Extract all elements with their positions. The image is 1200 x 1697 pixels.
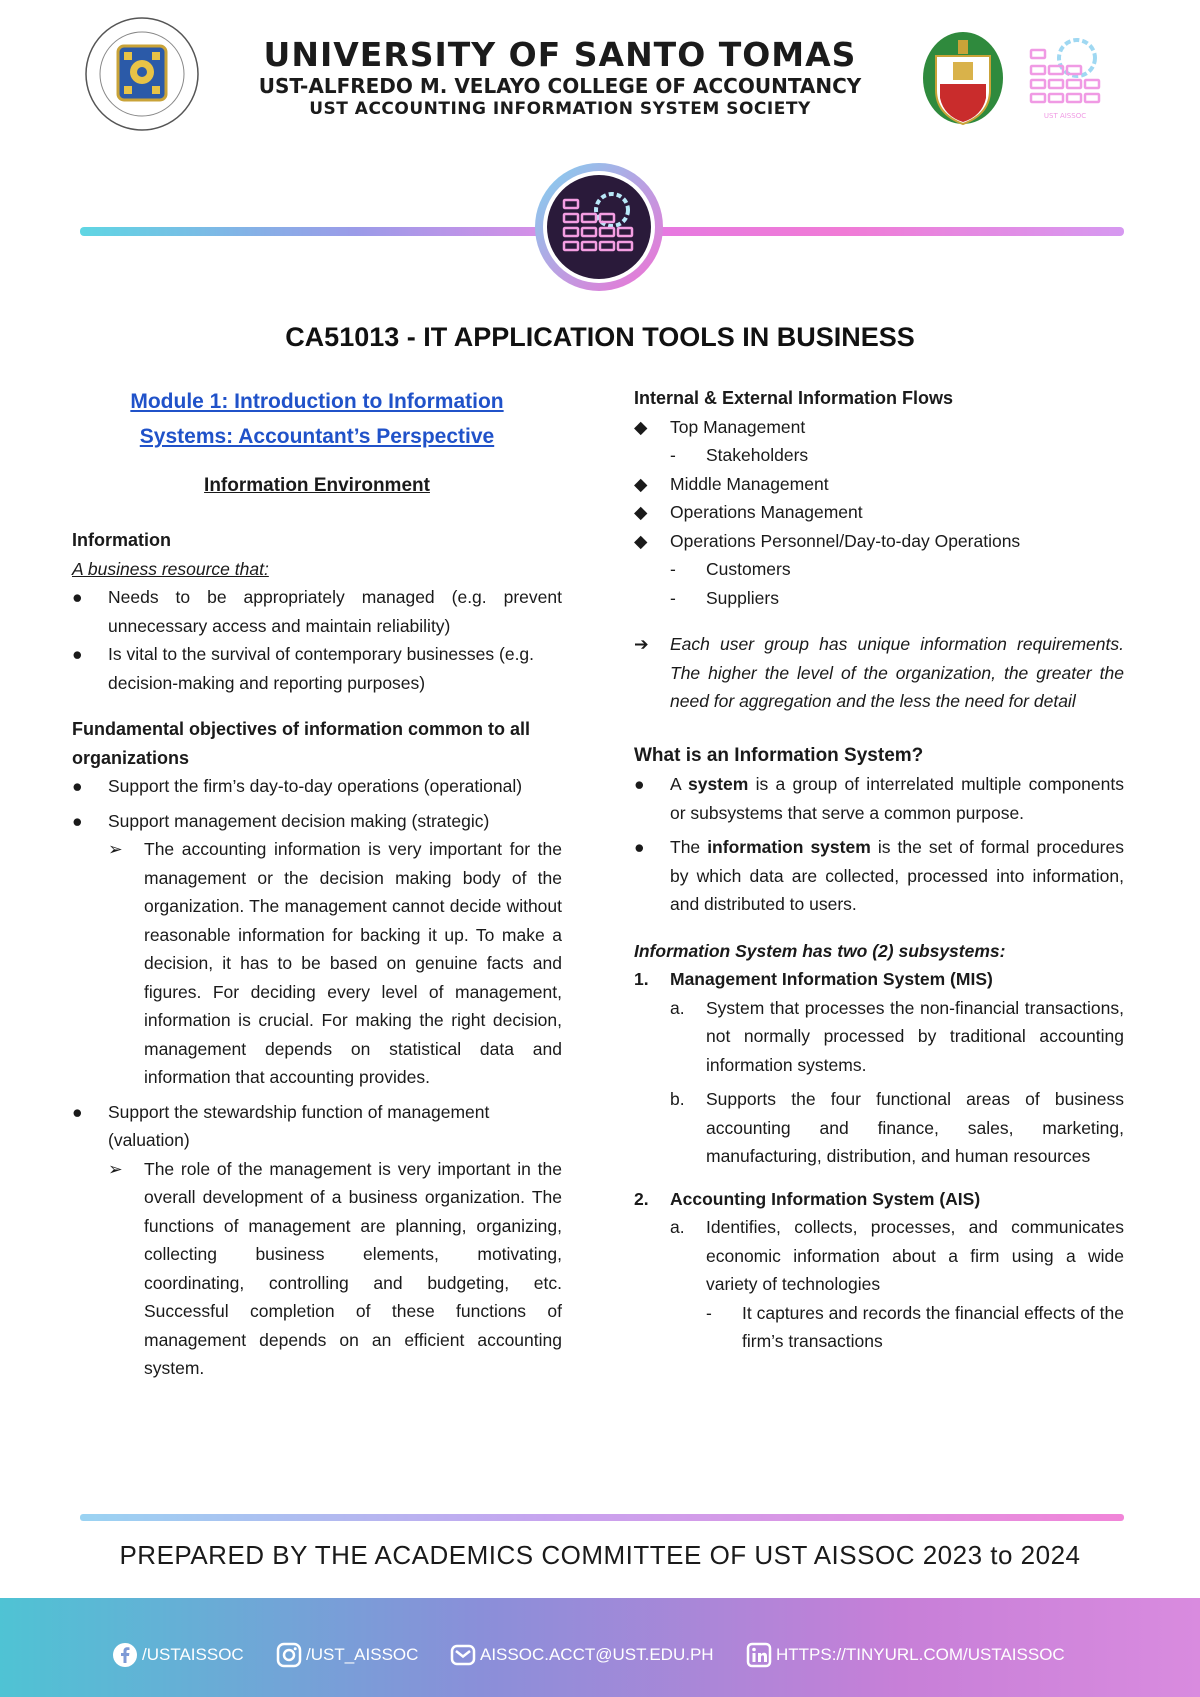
arrowhead-bullet-icon: ➢ <box>108 839 123 859</box>
information-system-definition <box>670 833 1124 919</box>
list-item <box>634 441 1124 470</box>
list-item <box>634 833 1124 919</box>
dash-bullet-icon: - <box>670 559 676 579</box>
information-heading: Information <box>72 530 171 550</box>
list-item <box>634 413 1124 442</box>
user-group-note: Each user group has unique information requirements. The higher the level of the organization, the greater the need for aggregation and the less the need for detail <box>670 634 1124 711</box>
bullet-dot-icon: ● <box>72 810 83 831</box>
list-item <box>634 1085 1124 1171</box>
diamond-bullet-icon: ◆ <box>634 473 648 494</box>
bullet-dot-icon: ● <box>634 837 645 857</box>
facebook-link[interactable] <box>112 1640 244 1670</box>
list-item <box>72 807 562 836</box>
list-item <box>634 1299 1124 1356</box>
flow-top-management: Top Management <box>670 416 806 437</box>
diamond-bullet-icon: ◆ <box>634 502 648 522</box>
contact-links <box>0 1640 1200 1670</box>
is-def-pre: The <box>670 837 701 857</box>
diamond-bullet-icon: ◆ <box>634 416 648 437</box>
mis-item-a: System that processes the non-financial transactions, not normally processed by traditional accounting information systems. <box>706 997 1124 1075</box>
college-name: UST-ALFREDO M. VELAYO COLLEGE OF ACCOUNTANCY <box>258 74 862 98</box>
list-item <box>72 1098 562 1155</box>
system-definition <box>670 770 1124 827</box>
email-address: AISSOC.ACCT@UST.EDU.PH <box>480 1645 714 1664</box>
list-item <box>72 1155 562 1383</box>
mis-title: Management Information System (MIS) <box>670 969 993 989</box>
list-item <box>72 835 562 1092</box>
system-def-post: is a group of interrelated multiple components or subsystems that serve a common purpose. <box>670 774 1124 823</box>
dash-bullet-icon: - <box>670 587 676 608</box>
fund-bullet-3: Support the stewardship function of management (valuation) <box>108 1101 490 1150</box>
list-item <box>634 498 1124 527</box>
society-name: UST ACCOUNTING INFORMATION SYSTEM SOCIETY <box>309 99 811 119</box>
flow-suppliers: Suppliers <box>706 587 779 608</box>
subsystems-heading: Information System has two (2) subsystems: <box>634 940 1006 961</box>
header-text-block <box>230 36 890 120</box>
instagram-icon <box>276 1642 302 1668</box>
list-item <box>634 470 1124 499</box>
information-flows-heading: Internal & External Information Flows <box>634 388 954 408</box>
ais-number: 2. <box>634 1188 649 1209</box>
list-item <box>72 772 562 801</box>
bullet-dot-icon: ● <box>72 1101 83 1122</box>
dash-bullet-icon: - <box>670 445 676 465</box>
ais-title: Accounting Information System (AIS) <box>670 1188 981 1209</box>
list-item <box>634 527 1124 556</box>
footer-divider <box>80 1514 1124 1521</box>
linkedin-url: HTTPS://TINYURL.COM/USTAISSOC <box>776 1645 1065 1664</box>
diamond-bullet-icon: ◆ <box>634 530 648 551</box>
college-crest-logo <box>920 28 1006 128</box>
is-def-term: information system <box>707 837 871 857</box>
linkedin-link[interactable] <box>746 1640 1065 1670</box>
list-item <box>634 1185 1124 1214</box>
university-name: UNIVERSITY OF SANTO TOMAS <box>263 35 857 74</box>
course-title: CA51013 - IT APPLICATION TOOLS IN BUSINESS <box>285 322 915 352</box>
fundamental-objectives-heading: Fundamental objectives of information common to all organizations <box>72 719 531 768</box>
arrow-bullet-icon: ➔ <box>634 634 649 654</box>
aissoc-logo <box>1025 32 1105 124</box>
bullet-dot-icon: ● <box>72 644 83 664</box>
flow-stakeholders: Stakeholders <box>706 445 809 465</box>
list-item <box>72 583 562 640</box>
mis-item-b: Supports the four functional areas of business accounting and finance, sales, marketing, manufacturing, distribution, and human resources <box>706 1089 1124 1166</box>
flow-customers: Customers <box>706 559 791 579</box>
business-resource-subheading: A business resource that: <box>72 558 269 579</box>
mail-icon <box>450 1642 476 1668</box>
bullet-dot-icon: ● <box>634 774 645 794</box>
ais-item-a-detail: It captures and records the financial effects of the firm’s transactions <box>742 1302 1124 1351</box>
flow-operations-management: Operations Management <box>670 502 863 522</box>
page-header <box>0 0 1200 140</box>
instagram-link[interactable] <box>276 1640 418 1670</box>
fund-bullet-2: Support management decision making (strategic) <box>108 810 490 831</box>
fund-bullet-2-detail: The accounting information is very important for the management or the decision making body of the organization. The management cannot decide without reasonable information for backing it up. To make a decision, it has to be based on genuine facts and figures. For deciding every level of management, information is crucial. For making the right decision, management depends on statistical data and information that accounting provides. <box>144 839 562 1087</box>
mis-a-mark: a. <box>670 997 685 1018</box>
list-item <box>634 965 1124 994</box>
email-link[interactable] <box>450 1640 714 1670</box>
arrowhead-bullet-icon: ➢ <box>108 1158 123 1179</box>
linkedin-icon <box>746 1642 772 1668</box>
module-title-line2[interactable]: Systems: Accountant’s Perspective <box>139 425 495 448</box>
flow-middle-management: Middle Management <box>670 473 829 494</box>
facebook-handle: /USTAISSOC <box>142 1645 244 1664</box>
mis-b-mark: b. <box>670 1089 685 1109</box>
flow-operations-personnel: Operations Personnel/Day-to-day Operations <box>670 530 1021 551</box>
instagram-handle: /UST_AISSOC <box>306 1645 419 1664</box>
banner-line-right <box>658 227 1124 236</box>
what-is-is-heading: What is an Information System? <box>634 744 924 766</box>
list-item <box>634 770 1124 827</box>
list-item <box>634 555 1124 584</box>
list-item <box>634 994 1124 1080</box>
list-item <box>634 630 1124 716</box>
bullet-dot-icon: ● <box>72 776 83 796</box>
banner-line-left <box>80 227 540 236</box>
fund-bullet-3-detail: The role of the management is very important in the overall development of a business organization. The functions of management are planning, organizing, collecting business elements, motivating, coordinating, controlling and budgeting, etc. Successful completion of these functions of management depends on an efficient accounting system. <box>144 1158 562 1378</box>
right-column <box>634 384 1124 1356</box>
aissoc-logo-caption: UST AISSOC <box>1043 112 1087 120</box>
list-item <box>72 640 562 697</box>
left-column <box>72 384 562 1383</box>
ais-item-a: Identifies, collects, processes, and communicates economic information about a firm using a wide variety of technologies <box>706 1217 1124 1294</box>
list-item <box>634 1213 1124 1299</box>
ust-seal-logo <box>82 14 202 134</box>
system-def-term: system <box>687 774 749 794</box>
info-bullet-1: Needs to be appropriately managed (e.g. prevent unnecessary access and maintain reliability) <box>108 587 562 636</box>
facebook-icon <box>112 1642 138 1668</box>
fund-bullet-1: Support the firm’s day-to-day operations (operational) <box>108 776 523 796</box>
dash-bullet-icon: - <box>706 1302 712 1323</box>
banner-emblem-icon <box>532 160 666 294</box>
bullet-dot-icon: ● <box>72 587 83 607</box>
is-def-post: is the set of formal procedures by which data are collected, processed into information, and distributed to users. <box>670 837 1124 914</box>
info-bullet-2: Is vital to the survival of contemporary businesses (e.g. decision-making and reporting purposes) <box>108 644 535 693</box>
information-environment-heading: Information Environment <box>204 475 430 496</box>
system-def-pre: A <box>670 774 681 794</box>
list-item <box>634 584 1124 613</box>
module-title-line1[interactable]: Module 1: Introduction to Information <box>130 390 504 413</box>
mis-number: 1. <box>634 969 649 989</box>
prepared-by-text: PREPARED BY THE ACADEMICS COMMITTEE OF UST AISSOC 2023 to 2024 <box>119 1540 1081 1570</box>
ais-a-mark: a. <box>670 1217 685 1237</box>
